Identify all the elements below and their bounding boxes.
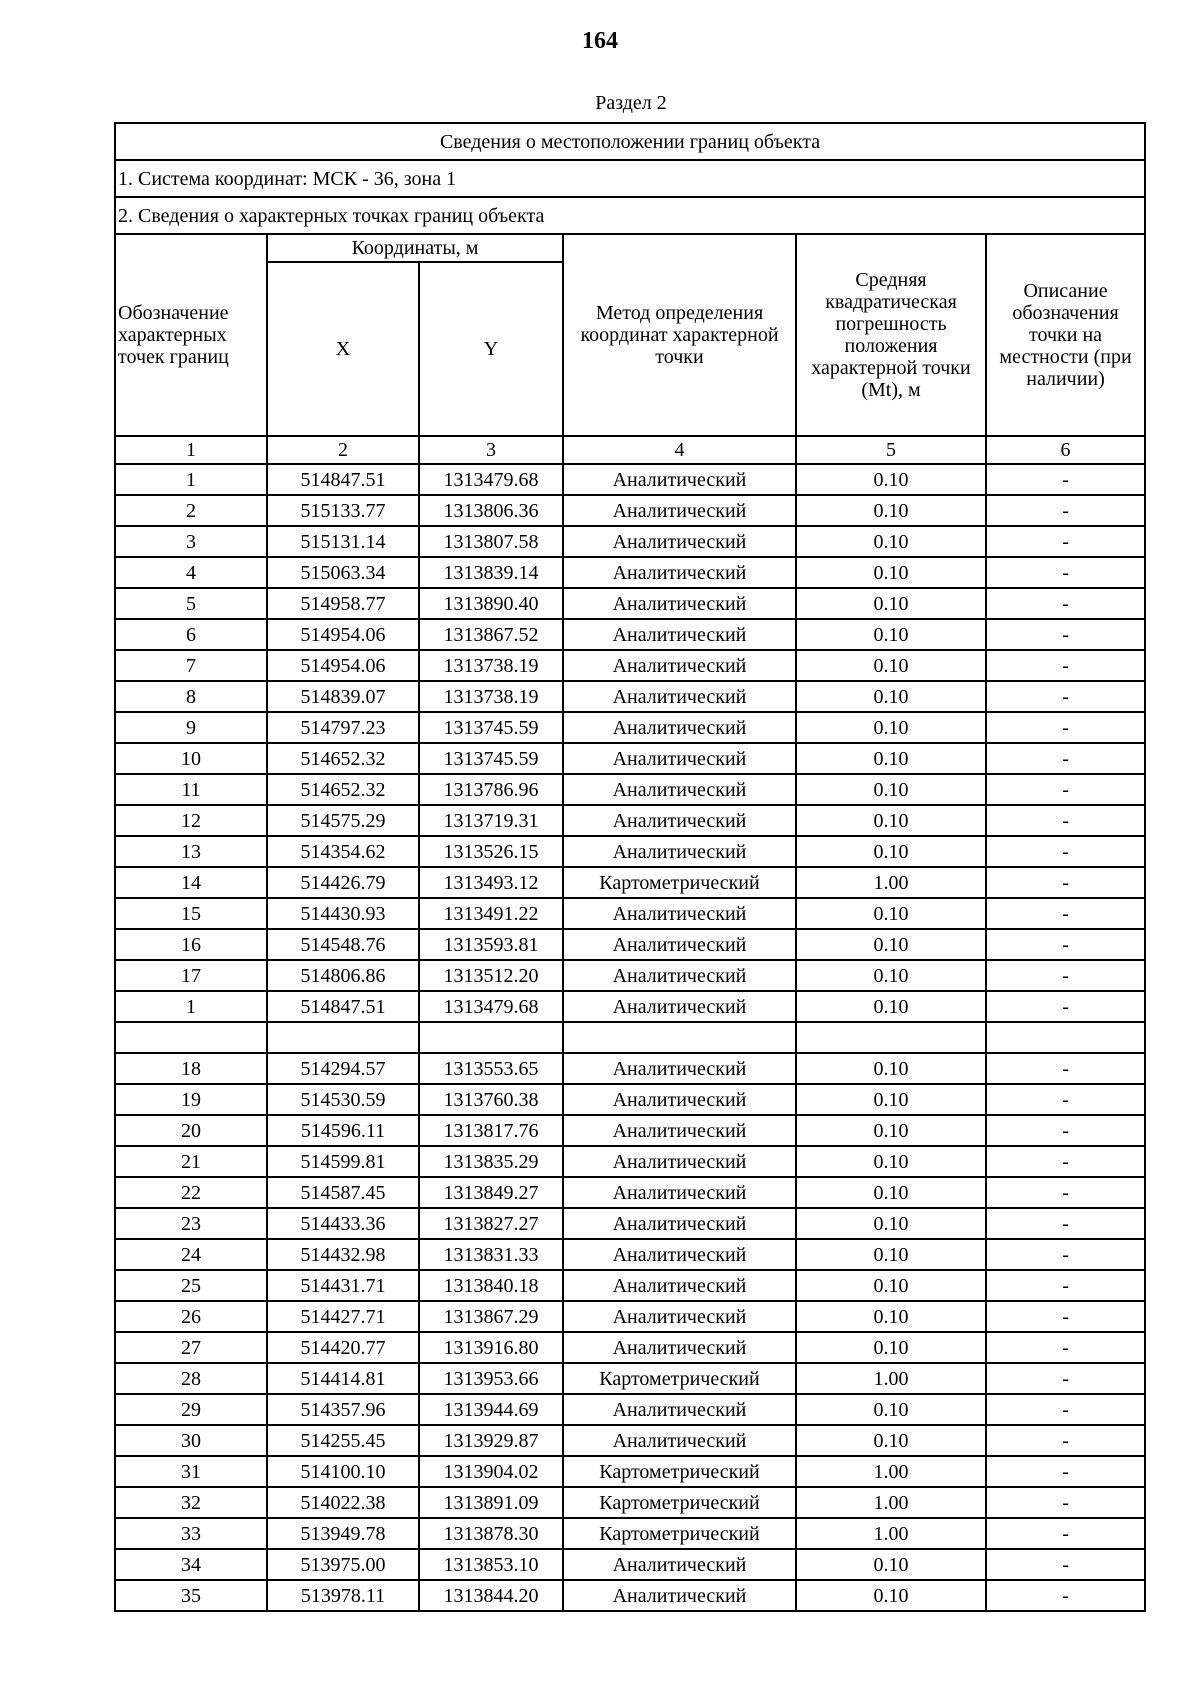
cell-description: - [986,743,1145,774]
cell-method: Картометрический [563,1518,796,1549]
cell-error: 0.10 [796,1301,986,1332]
cell-description: - [986,960,1145,991]
cell-error: 1.00 [796,1487,986,1518]
cell-method: Аналитический [563,1580,796,1611]
table-subtitle: 2. Сведения о характерных точках границ объекта [115,197,1145,234]
cell-error: 0.10 [796,1146,986,1177]
cell-y: 1313867.52 [419,619,563,650]
cell-description: - [986,1549,1145,1580]
cell-description: - [986,1301,1145,1332]
table-row [115,1518,1145,1549]
cell-method: Аналитический [563,991,796,1022]
cell-description: - [986,495,1145,526]
table-row [115,1053,1145,1084]
cell-error: 0.10 [796,774,986,805]
cell-description: - [986,1084,1145,1115]
cell-method: Аналитический [563,495,796,526]
cell-description: - [986,1177,1145,1208]
cell-y: 1313831.33 [419,1239,563,1270]
table-row [115,1208,1145,1239]
cell-x: 514022.38 [267,1487,419,1518]
cell-error: 0.10 [796,1177,986,1208]
table-row [115,464,1145,495]
cell-y: 1313526.15 [419,836,563,867]
cell-description: - [986,991,1145,1022]
cell-y: 1313745.59 [419,743,563,774]
cell-error: 1.00 [796,1363,986,1394]
table-row [115,867,1145,898]
table-row [115,526,1145,557]
header-coords: Координаты, м [267,234,563,262]
cell-description: - [986,712,1145,743]
cell-point: 11 [115,774,267,805]
cell-y: 1313853.10 [419,1549,563,1580]
cell-y: 1313719.31 [419,805,563,836]
column-number: 1 [115,436,267,464]
column-number: 5 [796,436,986,464]
boundary-points-table [114,122,1146,1612]
cell-description: - [986,1394,1145,1425]
cell-method: Аналитический [563,712,796,743]
cell-point: 19 [115,1084,267,1115]
cell-y: 1313738.19 [419,650,563,681]
cell-method: Аналитический [563,1084,796,1115]
cell-error: 0.10 [796,526,986,557]
cell-point: 16 [115,929,267,960]
cell-point: 34 [115,1549,267,1580]
cell-point: 33 [115,1518,267,1549]
cell-description [986,1022,1145,1053]
cell-x: 514354.62 [267,836,419,867]
cell-y: 1313827.27 [419,1208,563,1239]
cell-error: 0.10 [796,464,986,495]
table-row [115,1022,1145,1053]
table-row [115,619,1145,650]
table-title: Сведения о местоположении границ объекта [115,123,1145,160]
cell-point: 14 [115,867,267,898]
table-row [115,1394,1145,1425]
cell-method: Картометрический [563,1363,796,1394]
cell-method: Аналитический [563,464,796,495]
cell-method [563,1022,796,1053]
cell-method: Аналитический [563,1301,796,1332]
cell-x: 514599.81 [267,1146,419,1177]
cell-error: 0.10 [796,1425,986,1456]
header-x: X [267,262,419,436]
cell-error: 0.10 [796,805,986,836]
cell-error: 0.10 [796,495,986,526]
cell-y: 1313849.27 [419,1177,563,1208]
cell-point: 1 [115,464,267,495]
cell-error: 0.10 [796,1270,986,1301]
cell-method: Картометрический [563,1487,796,1518]
cell-point: 9 [115,712,267,743]
table-row [115,960,1145,991]
table-row [115,1332,1145,1363]
cell-method: Аналитический [563,650,796,681]
cell-point: 1 [115,991,267,1022]
cell-error: 1.00 [796,1456,986,1487]
table-row [115,743,1145,774]
cell-error: 0.10 [796,898,986,929]
cell-y: 1313479.68 [419,991,563,1022]
cell-description: - [986,1487,1145,1518]
cell-y: 1313745.59 [419,712,563,743]
cell-x: 514432.98 [267,1239,419,1270]
cell-description: - [986,774,1145,805]
table-row [115,836,1145,867]
cell-point: 30 [115,1425,267,1456]
cell-x: 514294.57 [267,1053,419,1084]
table-row [115,991,1145,1022]
cell-point: 5 [115,588,267,619]
cell-point: 18 [115,1053,267,1084]
cell-x: 514839.07 [267,681,419,712]
cell-point: 17 [115,960,267,991]
cell-description: - [986,557,1145,588]
table-row [115,1301,1145,1332]
cell-method: Аналитический [563,1394,796,1425]
table-row [115,1425,1145,1456]
table-row [115,1177,1145,1208]
cell-y: 1313786.96 [419,774,563,805]
cell-method: Аналитический [563,1146,796,1177]
table-row [115,712,1145,743]
table-row [115,650,1145,681]
cell-point: 23 [115,1208,267,1239]
table-row [115,1549,1145,1580]
cell-method: Аналитический [563,1332,796,1363]
cell-y: 1313807.58 [419,526,563,557]
header-error: Средняя квадратическая погрешность положения характерной точки (Mt), м [796,234,986,436]
cell-x: 515131.14 [267,526,419,557]
cell-y [419,1022,563,1053]
table-row [115,898,1145,929]
cell-x: 514954.06 [267,619,419,650]
cell-y: 1313916.80 [419,1332,563,1363]
cell-method: Аналитический [563,743,796,774]
cell-x: 514414.81 [267,1363,419,1394]
cell-x: 514431.71 [267,1270,419,1301]
cell-point: 6 [115,619,267,650]
cell-x: 514427.71 [267,1301,419,1332]
cell-point: 20 [115,1115,267,1146]
cell-point: 27 [115,1332,267,1363]
table-row [115,1270,1145,1301]
cell-description: - [986,1580,1145,1611]
cell-point: 31 [115,1456,267,1487]
cell-method: Аналитический [563,929,796,960]
cell-error: 1.00 [796,1518,986,1549]
cell-method: Аналитический [563,526,796,557]
cell-y: 1313839.14 [419,557,563,588]
header-point: Обозначение характерных точек границ [115,234,267,436]
cell-x: 514100.10 [267,1456,419,1487]
cell-error: 0.10 [796,929,986,960]
cell-x: 514420.77 [267,1332,419,1363]
table-row [115,588,1145,619]
cell-x: 514357.96 [267,1394,419,1425]
table-row [115,681,1145,712]
cell-y: 1313760.38 [419,1084,563,1115]
cell-y: 1313553.65 [419,1053,563,1084]
table-row [115,1239,1145,1270]
cell-description: - [986,1425,1145,1456]
column-number: 4 [563,436,796,464]
cell-method: Аналитический [563,1239,796,1270]
cell-error: 0.10 [796,1053,986,1084]
cell-y: 1313840.18 [419,1270,563,1301]
cell-x: 514575.29 [267,805,419,836]
cell-point: 26 [115,1301,267,1332]
cell-description: - [986,1239,1145,1270]
table-row [115,557,1145,588]
cell-error [796,1022,986,1053]
table-row [115,1146,1145,1177]
cell-y: 1313878.30 [419,1518,563,1549]
header-description: Описание обозначения точки на местности (при наличии) [986,234,1145,436]
cell-error: 0.10 [796,1115,986,1146]
cell-x: 514954.06 [267,650,419,681]
table-row [115,1456,1145,1487]
cell-y: 1313491.22 [419,898,563,929]
cell-x: 514652.32 [267,774,419,805]
cell-point: 24 [115,1239,267,1270]
table-row [115,1580,1145,1611]
cell-y: 1313806.36 [419,495,563,526]
cell-error: 0.10 [796,1084,986,1115]
cell-x: 514847.51 [267,464,419,495]
cell-description: - [986,805,1145,836]
column-number: 2 [267,436,419,464]
table-body [115,464,1145,1611]
table-row [115,1115,1145,1146]
cell-point: 29 [115,1394,267,1425]
cell-description: - [986,1363,1145,1394]
header-method: Метод определения координат характерной точки [563,234,796,436]
cell-description: - [986,1208,1145,1239]
cell-x: 514797.23 [267,712,419,743]
cell-method: Аналитический [563,1053,796,1084]
cell-method: Аналитический [563,1177,796,1208]
cell-method: Картометрический [563,1456,796,1487]
cell-method: Аналитический [563,836,796,867]
cell-description: - [986,588,1145,619]
cell-method: Аналитический [563,588,796,619]
cell-description: - [986,929,1145,960]
cell-description: - [986,650,1145,681]
cell-x: 514806.86 [267,960,419,991]
cell-description: - [986,898,1145,929]
column-number: 6 [986,436,1145,464]
cell-x: 515133.77 [267,495,419,526]
cell-description: - [986,1115,1145,1146]
cell-x: 513978.11 [267,1580,419,1611]
cell-y: 1313904.02 [419,1456,563,1487]
table-row [115,929,1145,960]
table-row [115,1084,1145,1115]
cell-x: 514430.93 [267,898,419,929]
cell-method: Аналитический [563,774,796,805]
cell-method: Аналитический [563,898,796,929]
table-row [115,1487,1145,1518]
cell-method: Аналитический [563,805,796,836]
cell-y: 1313835.29 [419,1146,563,1177]
cell-x: 514596.11 [267,1115,419,1146]
cell-x: 514652.32 [267,743,419,774]
cell-description: - [986,464,1145,495]
cell-point: 2 [115,495,267,526]
cell-error: 0.10 [796,681,986,712]
cell-y: 1313891.09 [419,1487,563,1518]
cell-point [115,1022,267,1053]
cell-error: 0.10 [796,557,986,588]
cell-y: 1313944.69 [419,1394,563,1425]
cell-point: 35 [115,1580,267,1611]
section-label: Раздел 2 [595,92,667,114]
cell-error: 0.10 [796,743,986,774]
cell-y: 1313738.19 [419,681,563,712]
column-number-row [115,436,1145,464]
cell-x: 514548.76 [267,929,419,960]
cell-description: - [986,1332,1145,1363]
cell-point: 21 [115,1146,267,1177]
cell-method: Аналитический [563,1270,796,1301]
cell-y: 1313817.76 [419,1115,563,1146]
cell-error: 0.10 [796,619,986,650]
coordinate-system: 1. Система координат: МСК - 36, зона 1 [115,160,1145,197]
cell-x: 514530.59 [267,1084,419,1115]
cell-point: 4 [115,557,267,588]
cell-y: 1313953.66 [419,1363,563,1394]
cell-y: 1313493.12 [419,867,563,898]
cell-y: 1313867.29 [419,1301,563,1332]
cell-description: - [986,1518,1145,1549]
cell-description: - [986,836,1145,867]
cell-description: - [986,867,1145,898]
cell-error: 0.10 [796,588,986,619]
cell-x: 514587.45 [267,1177,419,1208]
cell-x [267,1022,419,1053]
cell-error: 1.00 [796,867,986,898]
cell-y: 1313929.87 [419,1425,563,1456]
cell-error: 0.10 [796,836,986,867]
cell-method: Аналитический [563,619,796,650]
page-number: 164 [582,28,618,54]
cell-y: 1313844.20 [419,1580,563,1611]
cell-point: 10 [115,743,267,774]
cell-point: 8 [115,681,267,712]
cell-error: 0.10 [796,1580,986,1611]
cell-method: Аналитический [563,1208,796,1239]
table-row [115,495,1145,526]
table-row [115,805,1145,836]
cell-method: Аналитический [563,557,796,588]
cell-point: 25 [115,1270,267,1301]
cell-point: 15 [115,898,267,929]
cell-x: 514255.45 [267,1425,419,1456]
cell-error: 0.10 [796,1208,986,1239]
cell-x: 513949.78 [267,1518,419,1549]
cell-x: 514426.79 [267,867,419,898]
cell-method: Аналитический [563,1115,796,1146]
cell-point: 28 [115,1363,267,1394]
table-row [115,1363,1145,1394]
cell-x: 514958.77 [267,588,419,619]
cell-error: 0.10 [796,1394,986,1425]
cell-description: - [986,1456,1145,1487]
cell-error: 0.10 [796,960,986,991]
cell-point: 22 [115,1177,267,1208]
cell-method: Аналитический [563,681,796,712]
cell-y: 1313512.20 [419,960,563,991]
header-y: Y [419,262,563,436]
cell-error: 0.10 [796,1239,986,1270]
cell-error: 0.10 [796,991,986,1022]
cell-point: 7 [115,650,267,681]
cell-method: Картометрический [563,867,796,898]
cell-method: Аналитический [563,1425,796,1456]
cell-x: 514847.51 [267,991,419,1022]
column-number: 3 [419,436,563,464]
cell-description: - [986,1053,1145,1084]
cell-error: 0.10 [796,712,986,743]
cell-point: 32 [115,1487,267,1518]
cell-method: Аналитический [563,960,796,991]
cell-x: 515063.34 [267,557,419,588]
cell-point: 12 [115,805,267,836]
cell-y: 1313593.81 [419,929,563,960]
cell-y: 1313479.68 [419,464,563,495]
cell-description: - [986,526,1145,557]
cell-point: 3 [115,526,267,557]
cell-error: 0.10 [796,1549,986,1580]
cell-x: 514433.36 [267,1208,419,1239]
cell-description: - [986,619,1145,650]
cell-error: 0.10 [796,1332,986,1363]
table-row [115,774,1145,805]
cell-description: - [986,1270,1145,1301]
cell-error: 0.10 [796,650,986,681]
cell-description: - [986,681,1145,712]
cell-description: - [986,1146,1145,1177]
cell-x: 513975.00 [267,1549,419,1580]
cell-point: 13 [115,836,267,867]
cell-y: 1313890.40 [419,588,563,619]
cell-method: Аналитический [563,1549,796,1580]
